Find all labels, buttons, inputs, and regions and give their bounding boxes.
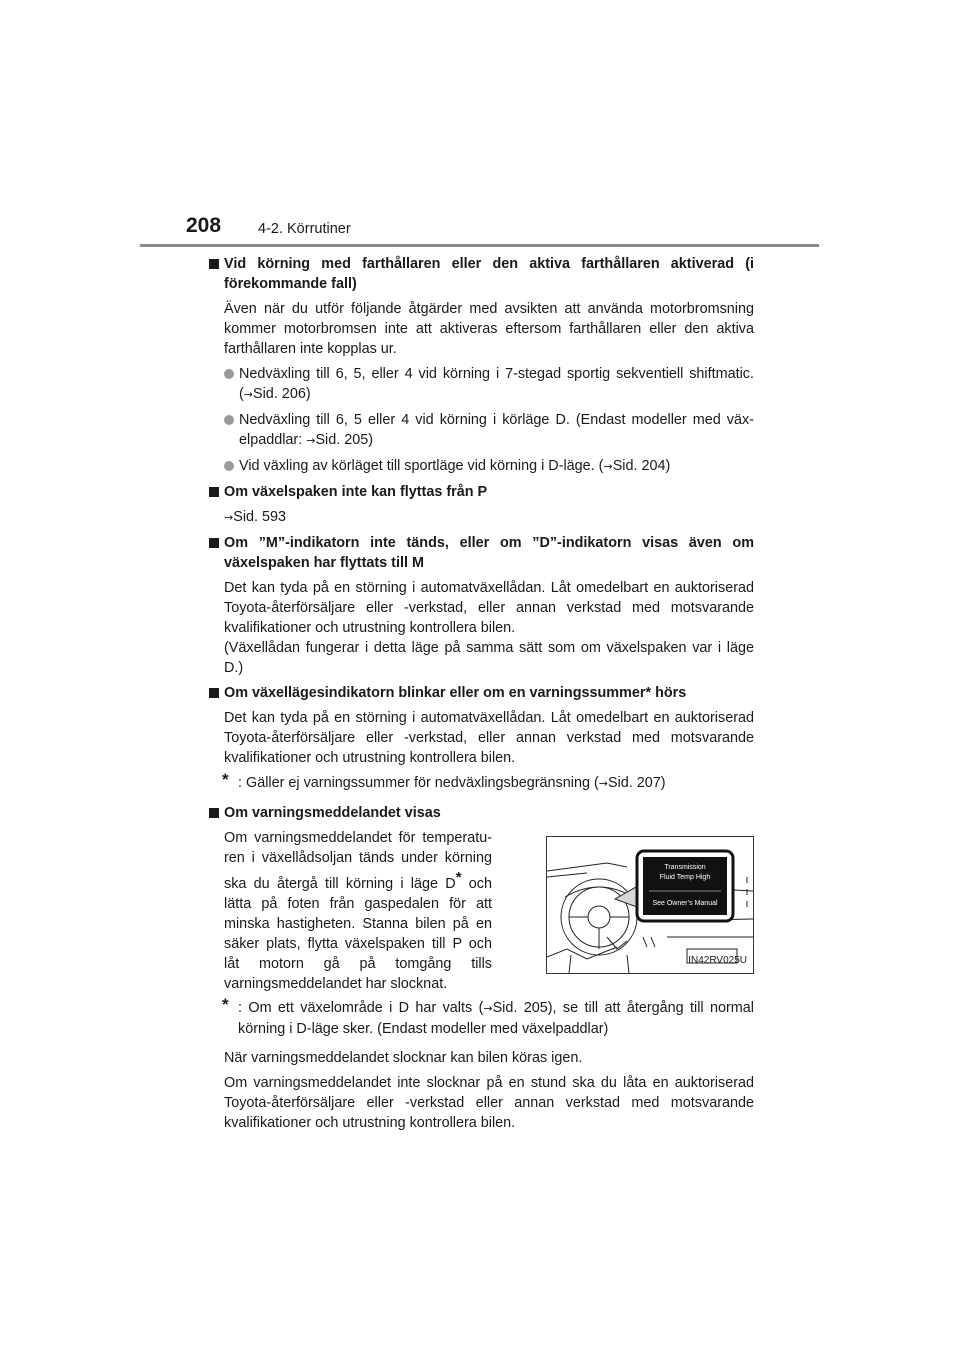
display-line-1: Transmission	[664, 864, 706, 871]
square-bullet-icon	[209, 538, 219, 548]
paragraph	[208, 507, 754, 528]
page-reference: Sid. 204)	[612, 458, 671, 474]
bullet-item	[208, 456, 754, 477]
page-content	[208, 254, 754, 1138]
footnote-text: : Gäller ej varningssummer för nedväxlingsbegränsning (	[238, 775, 599, 791]
circle-bullet-icon	[224, 415, 234, 425]
page-reference: Sid. 593	[233, 509, 287, 525]
warning-block	[208, 828, 754, 994]
section-heading	[208, 683, 754, 703]
bullet-text: Nedväxling till 6, 5, eller 4 vid körning i 7-stegad sportig sekventiell shiftmatic. (	[239, 366, 754, 402]
arrow-icon: →	[603, 460, 613, 473]
footnote-text: : Om ett växelområde i D har valts (	[238, 999, 484, 1016]
section-heading	[208, 254, 754, 294]
circle-bullet-icon	[224, 369, 234, 379]
section-heading	[208, 482, 754, 502]
square-bullet-icon	[209, 259, 219, 269]
arrow-icon: →	[483, 1001, 493, 1015]
asterisk-icon: *	[455, 869, 462, 886]
paragraph: (Växellådan fungerar i detta läge på samma sätt som om växelspaken var i läge D.)	[224, 640, 754, 676]
display-line-3: See Owner’s Manual	[652, 900, 718, 907]
asterisk-icon: *	[222, 994, 229, 1014]
page-reference: Sid. 207)	[607, 775, 666, 791]
warning-message-illustration	[546, 836, 754, 974]
figure-code: IN42RV025U	[688, 955, 747, 966]
warning-text: Om varningsmeddelandet för temperaturen i växellådsoljan tänds under körning ska du återgå till körning i läge D	[224, 830, 492, 892]
arrow-icon: →	[243, 388, 254, 401]
paragraph: När varningsmeddelandet slocknar kan bilen köras igen.	[224, 1049, 583, 1066]
paragraph: Det kan tyda på en störning i automatväxellådan. Låt omedelbart en auktoriserad Toyota-återförsäljare eller -verkstad, eller annan verkstad med motsvarande kvalifikationer och utrustning kontrollera bilen.	[224, 710, 754, 766]
warning-text-continued: och lätta på foten från gaspedalen för att minska hastigheten. Stanna bilen på en säker plats, flytta växelspaken till P och låt motorn gå på tomgång tills varningsmeddelandet har slocknat.	[224, 875, 493, 992]
arrow-icon: →	[306, 434, 316, 447]
section-title: 4-2. Körrutiner	[258, 221, 351, 237]
heading-text: Om varningsmeddelandet visas	[224, 805, 441, 821]
square-bullet-icon	[209, 688, 219, 698]
square-bullet-icon	[209, 487, 219, 497]
bullet-text: Vid växling av körläget till sportläge vid körning i D-läge. (	[239, 458, 604, 474]
paragraph	[208, 828, 492, 994]
circle-bullet-icon	[224, 461, 234, 471]
arrow-icon: →	[598, 777, 608, 790]
page-reference: Sid. 205)	[315, 432, 374, 448]
heading-text: Vid körning med farthållaren eller den aktiva farthållaren aktiverad (i förekommande fall)	[224, 256, 754, 292]
paragraph: Det kan tyda på en störning i automatväxellådan. Låt omedelbart en auktoriserad Toyota-återförsäljare eller -verkstad, eller annan verkstad med motsvarande kvalifikationer och utrustning kontrollera bilen.	[224, 580, 754, 636]
page-reference: Sid. 206)	[253, 386, 311, 402]
square-bullet-icon	[209, 808, 219, 818]
heading-text: Om växelspaken inte kan flyttas från P	[224, 484, 488, 500]
page-reference: Sid. 205), se till att återgång till normal körning i D-läge sker. (Endast modeller med växelpaddlar)	[238, 999, 754, 1037]
footnote	[208, 770, 754, 794]
display-line-2: Fluid Temp High	[659, 874, 711, 881]
header-rule	[140, 244, 819, 247]
footnote	[208, 994, 754, 1039]
section-heading	[208, 533, 754, 573]
page-number: 208	[186, 214, 222, 237]
heading-text: Om ”M”-indikatorn inte tänds, eller om ”D”-indikatorn visas även om växelspaken har flyttats till M	[224, 535, 754, 571]
paragraph: Även när du utför följande åtgärder med avsikten att använda motorbromsning kommer motorbromsen inte att aktiveras eftersom farthållaren eller den aktiva farthållaren inte kopplas ur.	[224, 301, 754, 357]
section-heading	[208, 803, 754, 823]
paragraph: Om varningsmeddelandet inte slocknar på en stund ska du låta en auktoriserad Toyota-återförsäljare eller -verkstad eller annan verkstad med motsvarande kvalifikationer och utrustning kontrollera bilen.	[224, 1074, 754, 1131]
bullet-text: Nedväxling till 6, 5 eller 4 vid körning i körläge D. (Endast modeller med växelpaddlar:	[239, 412, 754, 448]
bullet-item	[208, 410, 754, 451]
asterisk-icon: *	[222, 770, 229, 789]
bullet-item	[208, 364, 754, 405]
arrow-icon: →	[224, 511, 234, 524]
heading-text: Om växellägesindikatorn blinkar eller om en varningssummer* hörs	[224, 685, 687, 701]
